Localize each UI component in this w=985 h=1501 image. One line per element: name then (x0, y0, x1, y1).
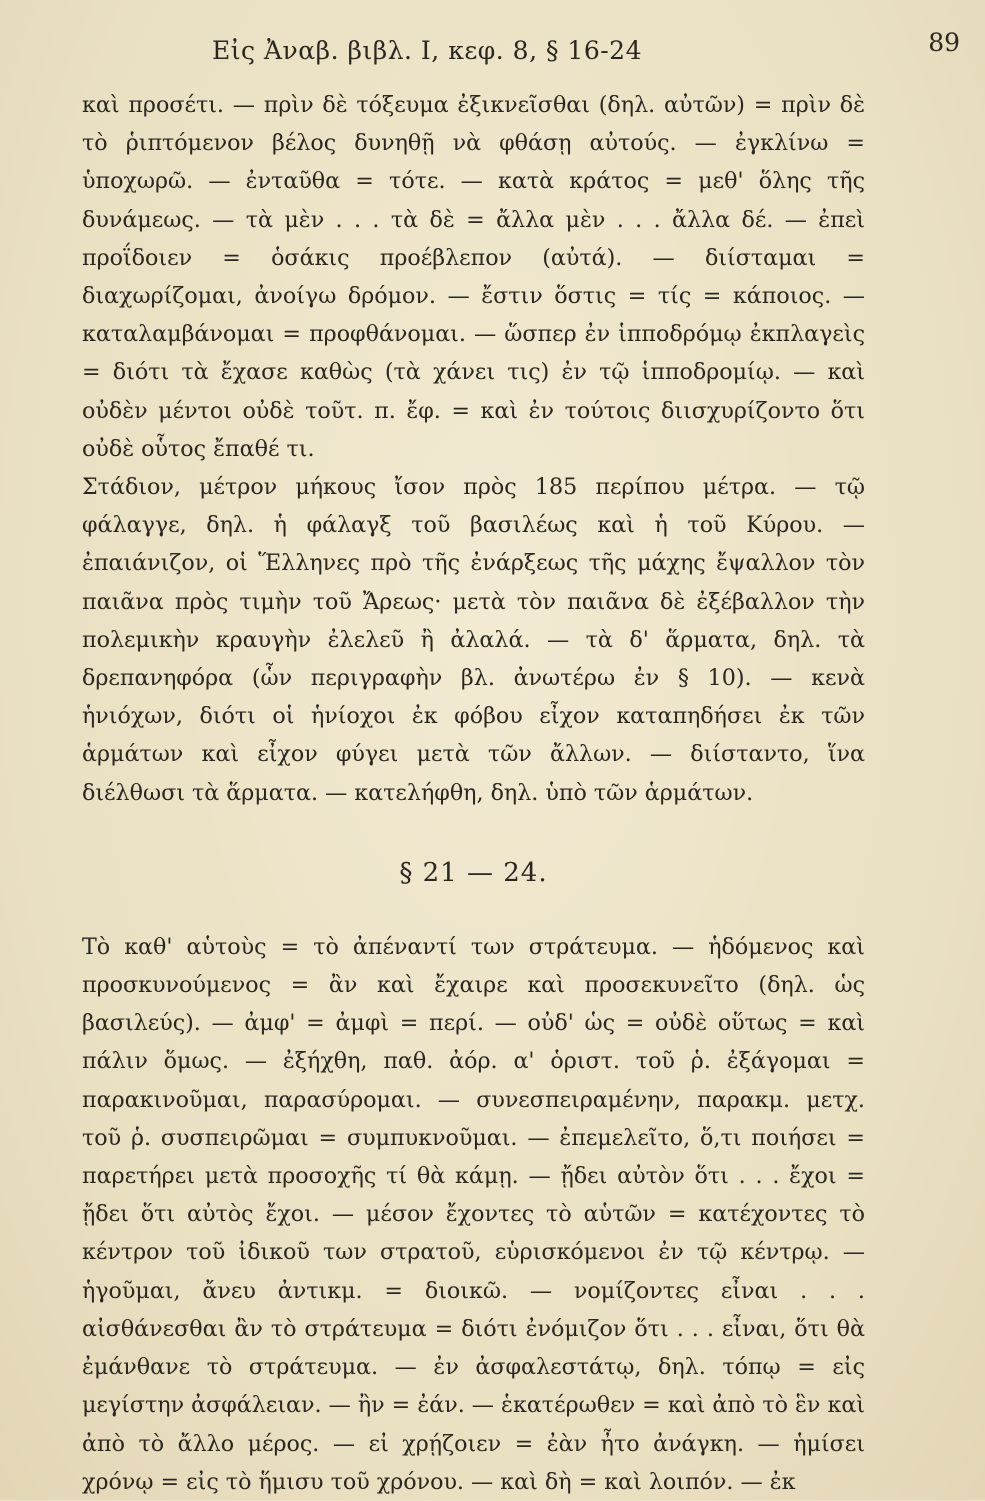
commentary-paragraph-1: καὶ προσέτι. — πρὶν δὲ τόξευμα ἐξικνεῖσθαι (δηλ. αὐτῶν) = πρὶν δὲ τὸ ῥιπτόμενον βέλος δυνηθῇ νὰ φθάσῃ αὐτούς. — ἐγκλίνω = ὑποχωρῶ. — ἐνταῦθα = τότε. — κατὰ κράτος = μεθ' ὅλης τῆς δυνάμεως. — τὰ μὲν . . . τὰ δὲ = ἄλλα μὲν . . . ἄλλα δέ. — ἐπεὶ προΐδοιεν = ὁσάκις προέβλεπον (αὐτά). — διίσταμαι = διαχωρίζομαι, ἀνοίγω δρόμον. — ἔστιν ὅστις = τίς = κάποιος. — καταλαμβάνομαι = προφθάνομαι. — ὥσπερ ἐν ἱπποδρόμῳ ἐκπλαγεὶς = διότι τὰ ἔχασε καθὼς (τὰ χάνει τις) ἐν τῷ ἱπποδρομίῳ. — καὶ οὐδὲν μέντοι οὐδὲ τοῦτ. π. ἔφ. = καὶ ἐν τούτοις διισχυρίζοντο ὅτι οὐδὲ οὗτος ἔπαθέ τι. (82, 92, 865, 462)
page-number: 89 (928, 28, 960, 57)
section-heading: § 21 — 24. (399, 857, 548, 888)
commentary-paragraph-3: Τὸ καθ' αὑτοὺς = τὸ ἀπέναντί των στράτευμα. — ἡδόμενος καὶ προσκυνούμενος = ἂν καὶ ἔχαιρε καὶ προσεκυνεῖτο (δηλ. ὡς βασιλεύς). — ἀμφ' = ἀμφὶ = περί. — οὐδ' ὡς = οὐδὲ οὕτως = καὶ πάλιν ὅμως. — ἐξήχθη, παθ. ἀόρ. α' ὁριστ. τοῦ ῥ. ἐξάγομαι = παρακινοῦμαι, παρασύρομαι. — συνεσπειραμένην, παρακμ. μετχ. τοῦ ῥ. συσπειρῶμαι = συμπυκνοῦμαι. — ἐπεμελεῖτο, ὅ,τι ποιήσει = παρετήρει μετὰ προσοχῆς τί θὰ κάμῃ. — ᾔδει αὐτὸν ὅτι . . . ἔχοι = ᾔδει ὅτι αὐτὸς ἔχοι. — μέσον ἔχοντες τὸ αὑτῶν = κατέχοντες τὸ κέντρον τοῦ ἰδικοῦ των στρατοῦ, εὑρισκόμενοι ἐν τῷ κέντρῳ. — ἡγοῦμαι, ἄνευ ἀντικμ. = διοικῶ. — νομίζοντες εἶναι . . . αἰσθάνεσθαι ἂν τὸ στράτευμα = διότι ἐνόμιζον ὅτι . . . εἶναι, ὅτι θὰ ἐμάνθανε τὸ στράτευμα. — ἐν ἀσφαλεστάτῳ, δηλ. τόπῳ = εἰς μεγίστην ἀσφάλειαν. — ἢν = ἐάν. — ἑκατέρωθεν = καὶ ἀπὸ τὸ ἓν καὶ ἀπὸ τὸ ἄλλο μέρος. — εἰ χρῄζοιεν = ἐὰν ἦτο ἀνάγκη. — ἡμίσει χρόνῳ = εἰς τὸ ἥμισυ τοῦ χρόνου. — καὶ δὴ = καὶ λοιπόν. — ἐκ (82, 933, 866, 1495)
page-header (82, 28, 960, 86)
commentary-paragraph-2: Στάδιον, μέτρον μήκους ἴσον πρὸς 185 περίπου μέτρα. — τῷ φάλαγγε, δηλ. ἡ φάλαγξ τοῦ βασιλέως καὶ ἡ τοῦ Κύρου. — ἐπαιάνιζον, οἱ Ἕλληνες πρὸ τῆς ἐνάρξεως τῆς μάχης ἔψαλλον τὸν παιᾶνα πρὸς τιμὴν τοῦ Ἄρεως· μετὰ τὸν παιᾶνα δὲ ἐξέβαλλον τὴν πολεμικὴν κραυγὴν ἐλελεῦ ἢ ἀλαλά. — τὰ δ' ἅρματα, δηλ. τὰ δρεπανηφόρα (ὧν περιγραφὴν βλ. ἀνωτέρω ἐν § 10). — κενὰ ἡνιόχων, διότι οἱ ἡνίοχοι ἐκ φόβου εἶχον καταπηδήσει ἐκ τῶν ἁρμάτων καὶ εἶχον φύγει μετὰ τῶν ἄλλων. — διίσταντο, ἵνα διέλθωσι τὰ ἅρματα. — κατελήφθη, δηλ. ὑπὸ τῶν ἁρμάτων. (82, 474, 865, 806)
running-title: Εἰς Ἀναβ. βιβλ. I, κεφ. 8, § 16-24 (212, 36, 642, 65)
